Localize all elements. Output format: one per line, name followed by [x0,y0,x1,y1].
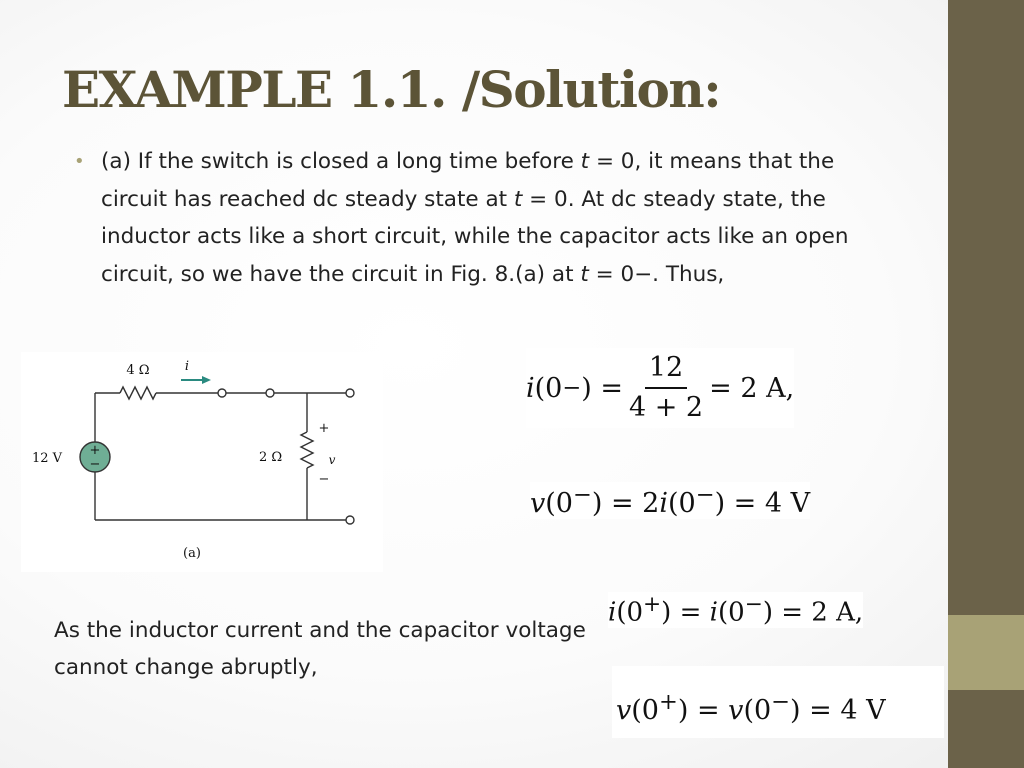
equation-i-0-plus [608,592,863,628]
current-arrow-head [202,376,211,384]
eq-text: ) = [677,695,729,726]
switch-terminal [218,389,226,397]
bullet-variable-t: t [513,186,523,212]
fraction-denominator: 4 + 2 [628,392,704,423]
eq-sup: − [695,482,715,508]
continuity-text: As the inductor current and the capacitor voltage cannot change abruptly, [54,618,586,680]
current-label: i [184,359,190,374]
resistor-right-label: 2 Ω [259,450,283,465]
eq-text: ) = 4 V [714,488,811,519]
eq-var: i [659,488,668,519]
eq-text: (0 [534,372,563,404]
side-accent-block [948,615,1024,690]
bullet-text-part: = 0−. Thus, [588,261,725,287]
eq-text: (0 [545,488,573,519]
v-minus: − [318,472,330,487]
bullet-text-part: = 0, it means that the circuit has reached dc steady state at [101,149,835,212]
eq-text: ) = 2 A, [762,597,864,628]
source-minus: − [89,457,101,472]
eq-text: ) = 2 [591,488,660,519]
resistor-4-ohm [120,387,156,399]
bullet-text-part: = 0. At dc steady state, the inductor acts like a short circuit, while the capacitor acts like an open circuit, so we have the circuit in Fig. 8.(a) at [101,186,849,287]
eq-sup: − [562,375,582,401]
eq-text: (0 [667,488,696,519]
eq-text: (0 [616,597,644,628]
switch-terminal [266,389,274,397]
eq-var: v [616,695,632,726]
eq-var: i [709,597,718,628]
equation-v-0-plus [612,666,944,738]
eq-text: ) = 4 V [790,695,886,726]
eq-text: (0 [717,597,745,628]
v-plus: + [318,421,330,436]
bullet-paragraph [74,143,904,293]
bullet-variable-t: t [580,149,590,174]
bullet-variable-t: t [580,261,589,287]
output-terminal [346,389,354,397]
source-label: 12 V [32,451,63,466]
eq-text: (0 [743,695,772,726]
resistor-2-ohm [301,432,313,468]
eq-text: = 2 A, [709,372,795,404]
v-label: v [328,453,336,467]
eq-sup: − [771,689,791,715]
eq-text: ) = [581,372,623,404]
equation-v-0-minus [530,482,810,519]
eq-var: i [526,372,535,404]
source-plus: + [89,443,101,458]
eq-text: ) = [661,597,710,628]
eq-var: v [530,488,546,519]
output-terminal [346,516,354,524]
resistor-top-label: 4 Ω [126,363,150,378]
eq-sup: + [658,689,678,715]
equation-i-0-minus [526,348,794,428]
eq-var: i [608,597,617,628]
eq-sup: − [744,592,763,617]
bullet-dot-icon: • [74,151,85,172]
circuit-diagram [21,352,383,572]
eq-sup: + [643,592,662,617]
circuit-svg [21,352,383,572]
slide-title: EXAMPLE 1.1. /Solution: [62,60,721,119]
fraction-numerator: 12 [645,351,687,389]
equation-fraction [629,351,703,425]
eq-sup: − [572,482,592,508]
bullet-text [101,143,904,293]
eq-var: v [728,695,744,726]
figure-caption: (a) [183,546,201,561]
bullet-text-part: (a) If the switch is closed a long time before [101,149,581,174]
eq-text: (0 [631,695,659,726]
